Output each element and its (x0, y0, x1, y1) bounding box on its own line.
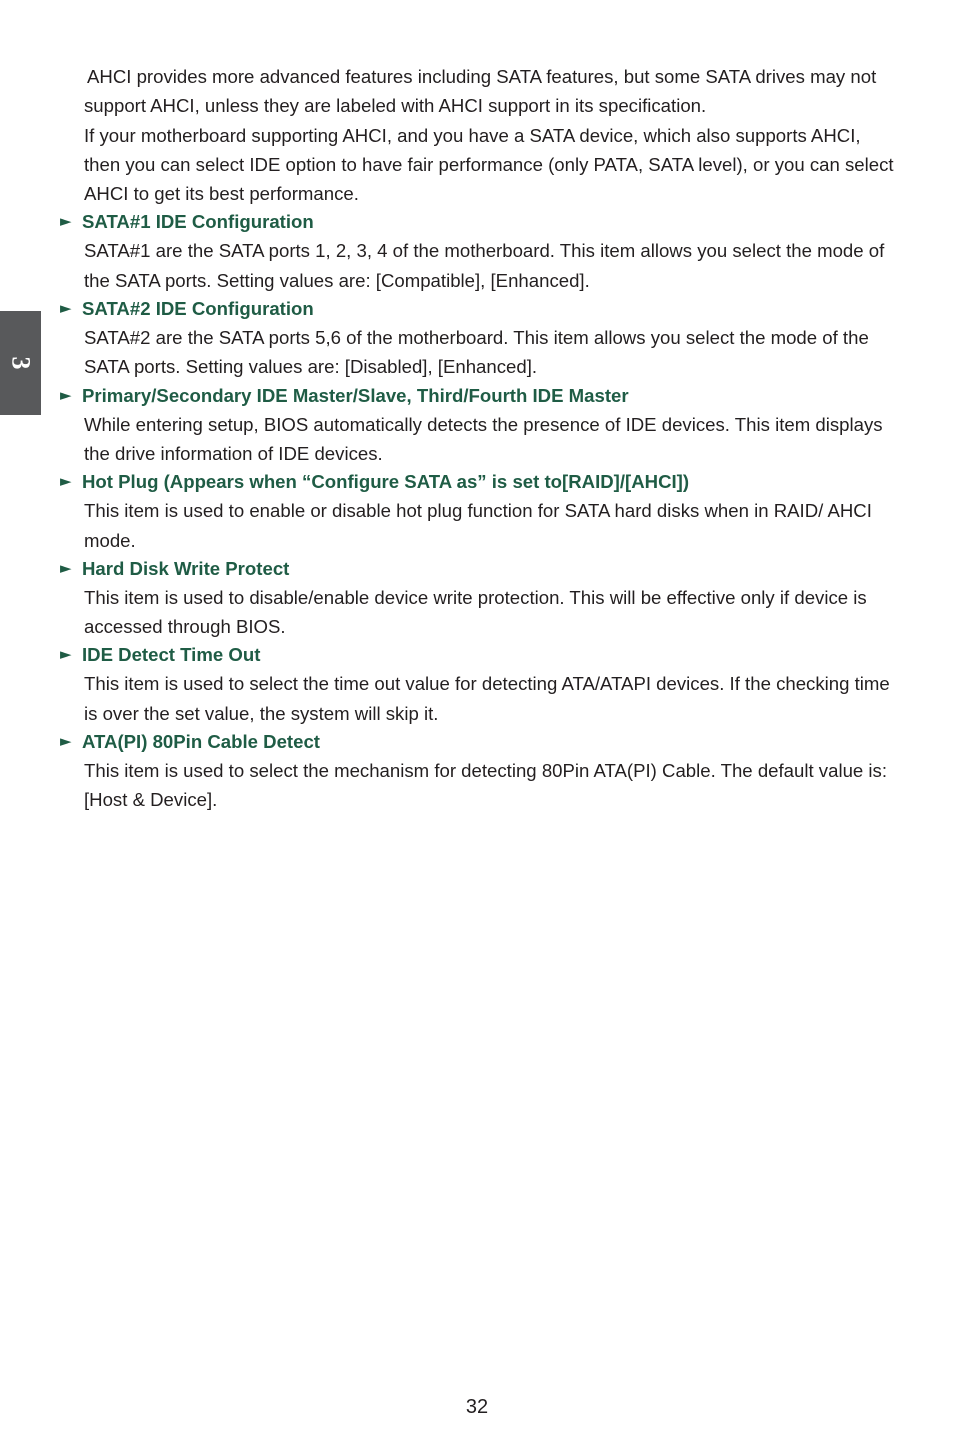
section-heading-text: Hard Disk Write Protect (82, 557, 290, 579)
arrow-right-icon: ► (60, 212, 72, 231)
section-heading-text: SATA#2 IDE Configuration (82, 298, 314, 320)
section-body: This item is used to select the mechanism for detecting 80Pin ATA(PI) Cable. The default value is: [Host & Device]. (84, 760, 888, 811)
section-heading (60, 555, 900, 582)
chapter-number: 3 (6, 356, 36, 370)
arrow-right-icon: ► (60, 299, 72, 318)
arrow-right-icon: ► (60, 472, 72, 491)
page-number: 32 (465, 1396, 489, 1418)
arrow-right-icon: ► (60, 732, 72, 751)
section-heading (60, 295, 900, 322)
intro-paragraph-1: AHCI provides more advanced features including SATA features, but some SATA drives may not support AHCI, unless they are labeled with AHCI support in its specification. (84, 66, 877, 117)
section-heading-text: ATA(PI) 80Pin Cable Detect (82, 731, 320, 753)
arrow-right-icon: ► (60, 645, 72, 664)
section-body: SATA#2 are the SATA ports 5,6 of the motherboard. This item allows you select the mode of the SATA ports. Setting values are: [Disabled], [Enhanced]. (84, 327, 869, 378)
chapter-tab (0, 311, 41, 415)
section-hot-plug (60, 468, 900, 555)
arrow-right-icon: ► (60, 558, 72, 577)
section-sata2 (60, 295, 900, 382)
section-ide-detect-time-out (60, 641, 900, 728)
section-heading-text: Primary/Secondary IDE Master/Slave, Third/Fourth IDE Master (82, 384, 629, 406)
section-heading (60, 468, 900, 495)
section-heading (60, 382, 900, 409)
section-sata1 (60, 208, 900, 295)
section-heading (60, 208, 900, 235)
section-heading-text: IDE Detect Time Out (82, 644, 261, 666)
section-heading (60, 728, 900, 755)
section-body: SATA#1 are the SATA ports 1, 2, 3, 4 of the motherboard. This item allows you select the mode of the SATA ports. Setting values are: [Compatible], [Enhanced]. (84, 240, 885, 291)
page-content (60, 62, 900, 815)
arrow-right-icon: ► (60, 385, 72, 404)
section-cable-detect (60, 728, 900, 815)
section-body: While entering setup, BIOS automatically detects the presence of IDE devices. This item displays the drive information of IDE devices. (84, 413, 883, 464)
section-hard-disk-write-protect (60, 555, 900, 642)
section-body: This item is used to select the time out value for detecting ATA/ATAPI devices. If the checking time is over the set value, the system will skip it. (84, 673, 890, 724)
section-heading-text: SATA#1 IDE Configuration (82, 211, 314, 233)
section-heading-text: Hot Plug (Appears when “Configure SATA as” is set to[RAID]/[AHCI]) (82, 471, 690, 493)
section-ide-master-slave (60, 382, 900, 469)
section-body: This item is used to disable/enable device write protection. This will be effective only if device is accessed through BIOS. (84, 586, 867, 638)
section-heading (60, 641, 900, 668)
intro-paragraph-2: If your motherboard supporting AHCI, and you have a SATA device, which also supports AHCI, then you can select IDE option to have fair performance (only PATA, SATA level), or you can select AHCI to get its best performance. (84, 124, 894, 205)
section-body: This item is used to enable or disable hot plug function for SATA hard disks when in RAID/ AHCI mode. (84, 500, 872, 551)
